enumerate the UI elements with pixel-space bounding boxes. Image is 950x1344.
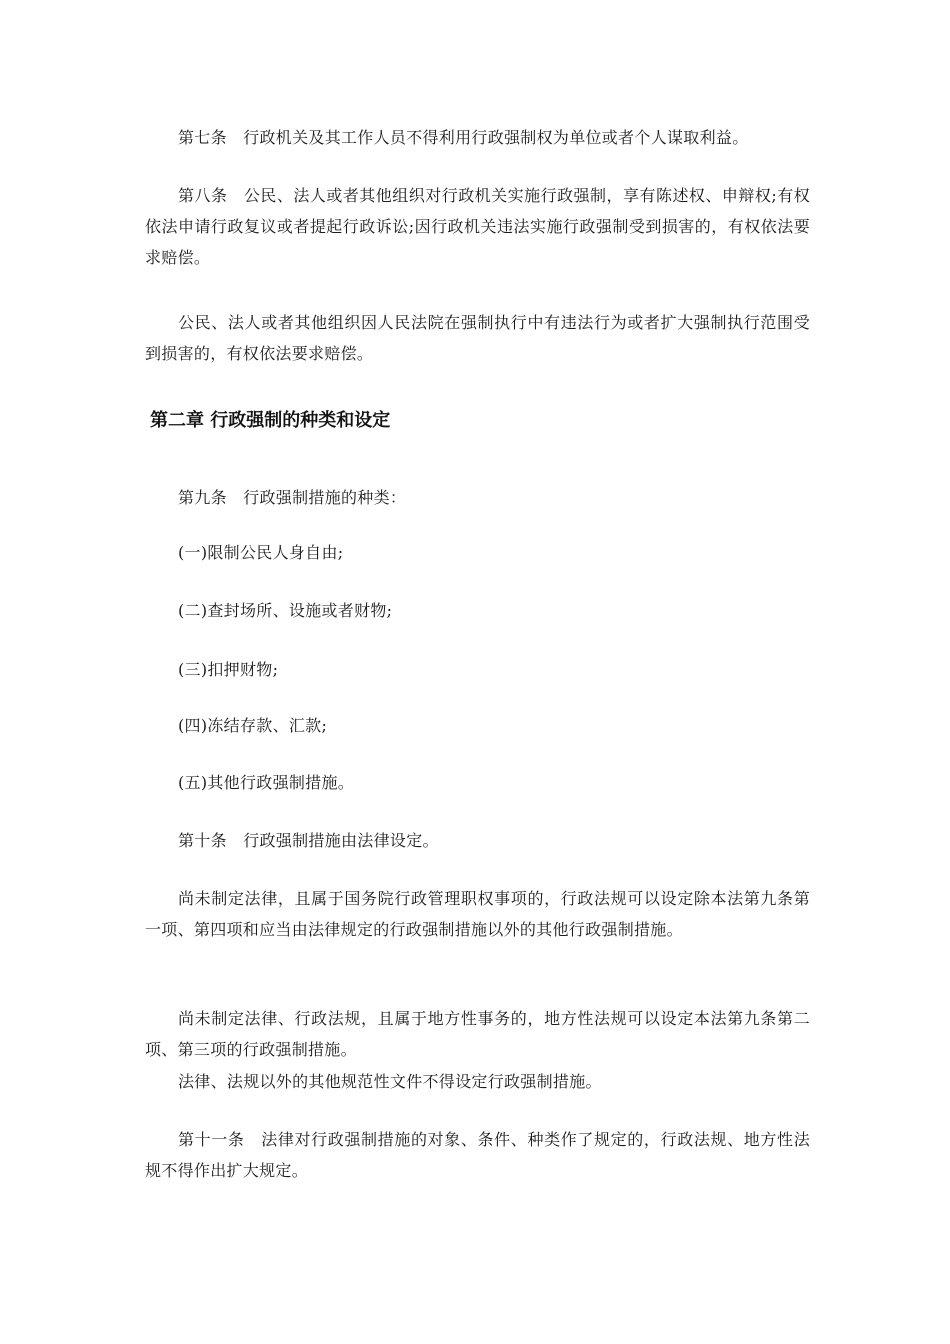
list-item-5: (五)其他行政强制措施。 xyxy=(178,773,355,792)
chapter-heading: 第二章 行政强制的种类和设定 xyxy=(150,410,391,431)
article-10: 第十条 行政强制措施由法律设定。 xyxy=(178,831,439,850)
article-9: 第九条 行政强制措施的种类： xyxy=(178,488,407,507)
article-10-paragraph-4: 法律、法规以外的其他规范性文件不得设定行政强制措施。 xyxy=(178,1072,602,1091)
article-11: 第十一条 法律对行政强制措施的对象、条件、种类作了规定的，行政法规、地方性法规不得作出扩大规定。 xyxy=(145,1130,810,1180)
list-item-1: (一)限制公民人身自由; xyxy=(178,543,344,562)
article-8: 第八条 公民、法人或者其他组织对行政机关实施行政强制，享有陈述权、申辩权;有权依法申请行政复议或者提起行政诉讼;因行政机关违法实施行政强制受到损害的，有权依法要求赔偿。 xyxy=(145,186,810,267)
article-10-paragraph-2: 尚未制定法律，且属于国务院行政管理职权事项的，行政法规可以设定除本法第九条第一项、第四项和应当由法律规定的行政强制措施以外的其他行政强制措施。 xyxy=(145,889,810,939)
list-item-2: (二)查封场所、设施或者财物; xyxy=(178,601,393,620)
article-7: 第七条 行政机关及其工作人员不得利用行政强制权为单位或者个人谋取利益。 xyxy=(178,128,749,147)
article-10-paragraph-3: 尚未制定法律、行政法规，且属于地方性事务的，地方性法规可以设定本法第九条第二项、第三项的行政强制措施。 xyxy=(145,1009,810,1059)
article-8-paragraph-2: 公民、法人或者其他组织因人民法院在强制执行中有违法行为或者扩大强制执行范围受到损害的，有权依法要求赔偿。 xyxy=(145,313,810,363)
list-item-4: (四)冻结存款、汇款; xyxy=(178,716,328,735)
list-item-3: (三)扣押财物; xyxy=(178,660,279,679)
